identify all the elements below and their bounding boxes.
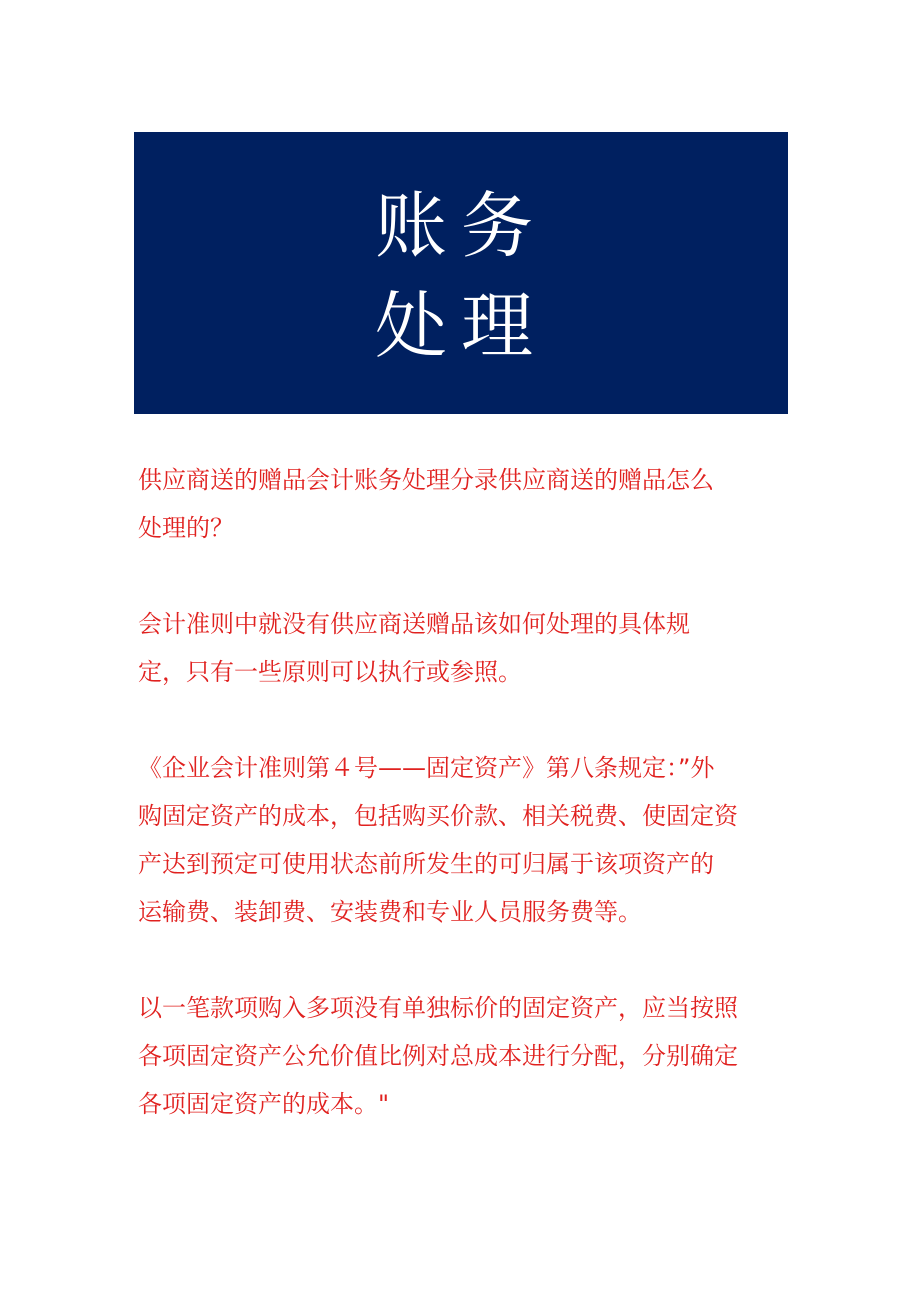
text-line: 供应商送的赠品会计账务处理分录供应商送的赠品怎么	[138, 466, 714, 494]
text-line: 处理的？	[138, 514, 234, 542]
paragraph-standard-quote	[138, 744, 788, 936]
text-line: 各项固定资产公允价值比例对总成本进行分配，分别确定	[138, 1042, 738, 1070]
text-line: 《企业会计准则第４号——固定资产》第八条规定：”外	[138, 754, 715, 782]
paragraph-question	[138, 456, 788, 552]
text-line: 会计准则中就没有供应商送赠品该如何处理的具体规	[138, 610, 690, 638]
text-line: 以一笔款项购入多项没有单独标价的固定资产，应当按照	[138, 994, 738, 1022]
text-line: 运输费、装卸费、安装费和专业人员服务费等。	[138, 898, 642, 926]
text-line: 定，只有一些原则可以执行或参照。	[138, 658, 522, 686]
paragraph-cost-allocation	[138, 984, 788, 1128]
banner-title-line-1: 账务	[374, 184, 547, 268]
text-line: 购固定资产的成本，包括购买价款、相关税费、使固定资	[138, 802, 738, 830]
title-banner	[134, 132, 788, 414]
text-line: 各项固定资产的成本。"	[138, 1090, 390, 1118]
text-line: 产达到预定可使用状态前所发生的可归属于该项资产的	[138, 850, 714, 878]
banner-title-line-2: 处理	[374, 284, 547, 368]
paragraph-standard-note	[138, 600, 788, 696]
